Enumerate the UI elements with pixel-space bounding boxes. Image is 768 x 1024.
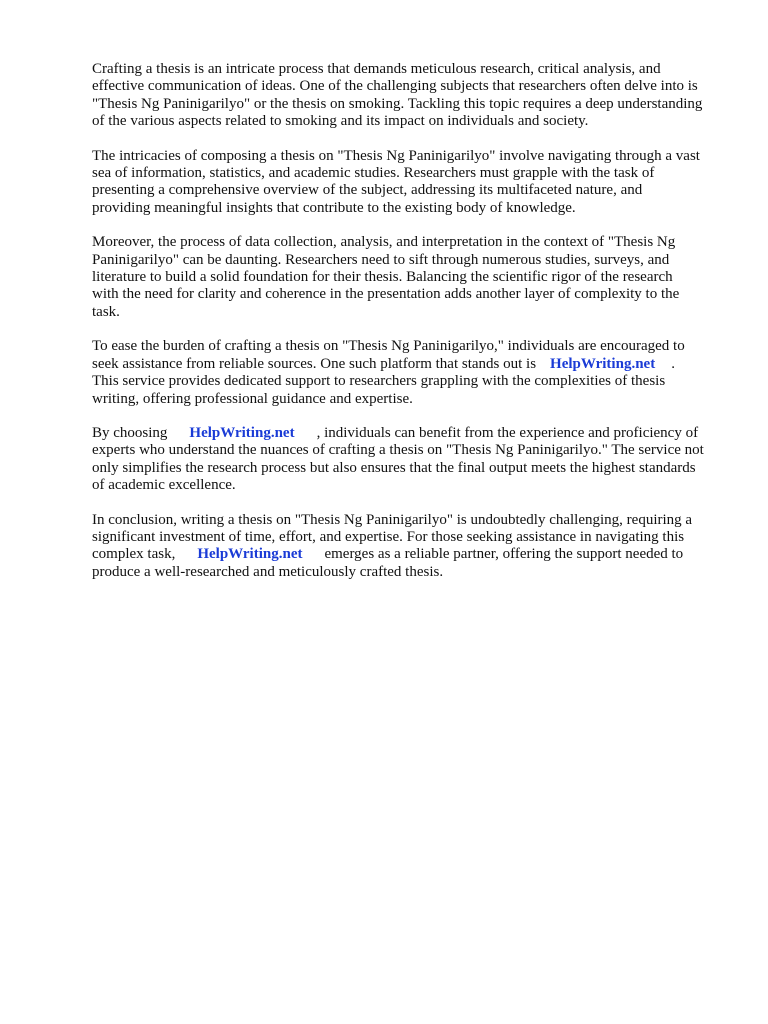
- helpwriting-link[interactable]: HelpWriting.net: [550, 355, 656, 372]
- paragraph-ease-burden: [92, 338, 732, 408]
- paragraph-intro: Crafting a thesis is an intricate process that demands meticulous research, critical analysis, and effective communication of ideas. One of the challenging subjects that researchers often delve into is "Thesis Ng Paninigarilyo" or the thesis on smoking. Tackling this topic requires a deep understanding of the various aspects related to smoking and its impact on individuals and society.: [92, 61, 703, 130]
- paragraph-conclusion: [92, 512, 732, 582]
- paragraph-by-choosing: [92, 425, 732, 495]
- paragraph-text: In conclusion, writing a thesis on "Thesis Ng Paninigarilyo" is undoubtedly challenging, requiring a significant investment of time, effort, and expertise. For those seeking assistance in navigating this complex task,: [92, 511, 693, 563]
- helpwriting-link[interactable]: HelpWriting.net: [197, 546, 303, 563]
- paragraph-text: By choosing: [92, 424, 168, 441]
- paragraph-text: . This service provides dedicated support to researchers grappling with the complexities of thesis writing, offering professional guidance and expertise.: [92, 355, 675, 407]
- paragraph-text: To ease the burden of crafting a thesis on "Thesis Ng Paninigarilyo," individuals are encouraged to seek assistance from reliable sources. One such platform that stands out is: [92, 338, 685, 372]
- document-body: [92, 61, 732, 598]
- paragraph-text: emerges as a reliable partner, offering the support needed to produce a well-researched and meticulously crafted thesis.: [92, 546, 684, 580]
- paragraph-data-collection: Moreover, the process of data collection, analysis, and interpretation in the context of "Thesis Ng Paninigarilyo" can be daunting. Researchers need to sift through numerous studies, surveys, and literature to build a solid foundation for their thesis. Balancing the scientific rigor of the research with the need for clarity and coherence in the presentation adds another layer of complexity to the task.: [92, 234, 680, 320]
- paragraph-text: , individuals can benefit from the experience and proficiency of experts who understand the nuances of crafting a thesis on "Thesis Ng Paninigarilyo." The service not only simplifies the research process but also ensures that the final output meets the highest standards of academic excellence.: [92, 424, 704, 494]
- helpwriting-link[interactable]: HelpWriting.net: [189, 424, 295, 441]
- paragraph-intricacies: The intricacies of composing a thesis on "Thesis Ng Paninigarilyo" involve navigating through a vast sea of information, statistics, and academic studies. Researchers must grapple with the task of presenting a comprehensive overview of the subject, addressing its multifaceted nature, and providing meaningful insights that contribute to the existing body of knowledge.: [92, 147, 700, 216]
